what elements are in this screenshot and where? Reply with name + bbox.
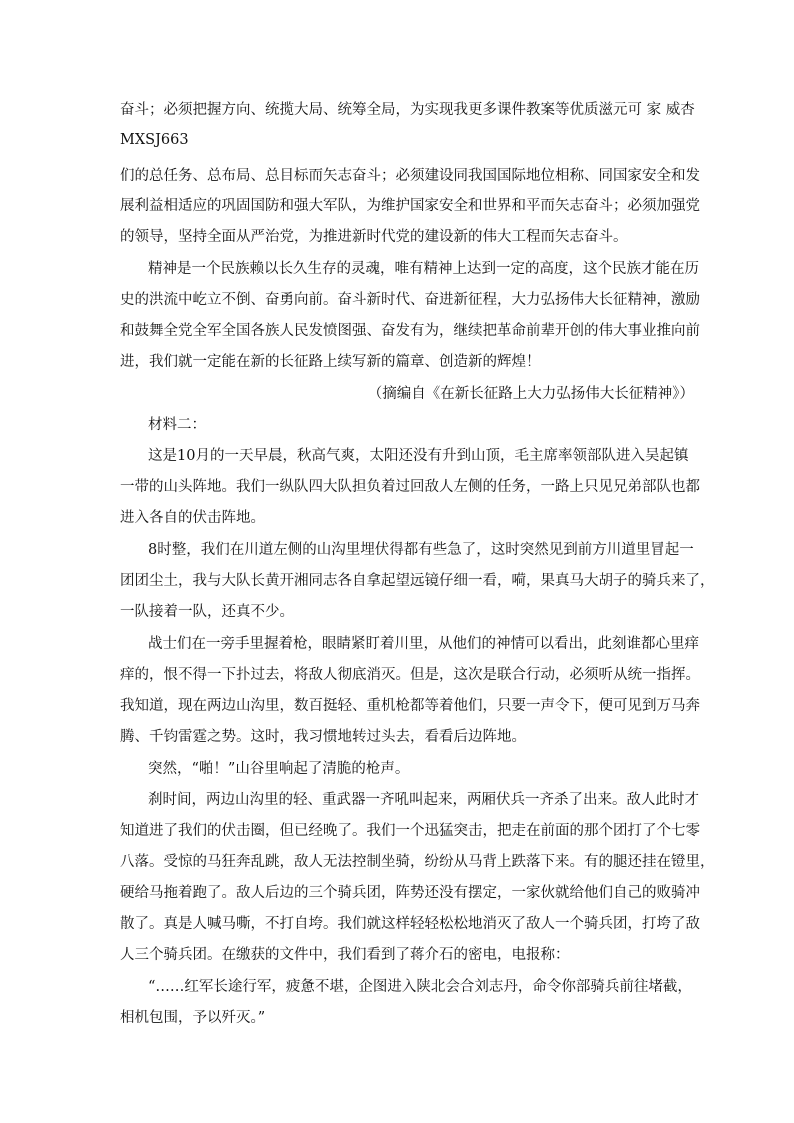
text-line: 们的总任务、总布局、总目标而矢志奋斗；必须建设同我国国际地位相称、同国家安全和发 (120, 168, 700, 184)
text-line: 八落。受惊的马狂奔乱跳，敌人无法控制坐骑，纷纷从马背上跌落下来。有的腿还挂在镫里， (120, 854, 715, 870)
text-line: 散了。真是人喊马嘶，不打自垮。我们就这样轻轻松松地消灭了敌人一个骑兵团，打垮了敌 (120, 916, 700, 932)
text-line: 腾、千钧雷霆之势。这时，我习惯地转过头去，看看后边阵地。 (120, 729, 526, 745)
text-line: 我知道，现在两边山沟里，数百挺轻、重机枪都等着他们，只要一声令下，便可见到万马奔 (120, 698, 700, 714)
source-citation: （摘编自《在新长征路上大力弘扬伟大长征精神》） (367, 386, 694, 402)
text-line: 硬给马拖着跑了。敌人后边的三个骑兵团，阵势还没有摆定，一家伙就给他们自己的败骑冲 (120, 885, 700, 901)
text-line: 痒的，恨不得一下扑过去，将敌人彻底消灭。但是，这次是联合行动，必须听从统一指挥。 (120, 667, 700, 683)
text-line: 战士们在一旁手里握着枪，眼睛紧盯着川里，从他们的神情可以看出，此刻谁都心里痒 (148, 636, 699, 652)
text-line: 一带的山头阵地。我们一纵队四大队担负着过回敌人左侧的任务，一路上只见兄弟部队也都 (120, 479, 700, 495)
quoted-telegram: 相机包围，予以歼灭。” (120, 1010, 266, 1026)
text-line: 和鼓舞全党全军全国各族人民发愤图强、奋发有为，继续把革命前辈开创的伟大事业推向前 (120, 323, 700, 339)
text-line: 的领导，坚持全面从严治党，为推进新时代党的建设新的伟大工程而矢志奋斗。 (120, 229, 628, 245)
text-line: 团团尘土，我与大队长黄开湘同志各自拿起望远镜仔细一看，嗬，果真马大胡子的骑兵来了， (120, 573, 715, 589)
text-line: 知道进了我们的伏击圈，但已经晚了。我们一个迅猛突击，把走在前面的那个团打了个七零 (120, 823, 700, 839)
section-heading: 材料二： (148, 417, 206, 433)
text-line: 精神是一个民族赖以长久生存的灵魂，唯有精神上达到一定的高度，这个民族才能在历 (148, 261, 699, 277)
text-line: 这是10月的一天早晨，秋高气爽，太阳还没有升到山顶，毛主席率领部队进入吴起镇 (148, 448, 689, 464)
text-line: 进入各自的伏击阵地。 (120, 510, 265, 526)
text-line: 史的洪流中屹立不倒、奋勇向前。奋斗新时代、奋进新征程，大力弘扬伟大长征精神，激励 (120, 292, 700, 308)
text-line: 突然，“啪！”山谷里响起了清脆的枪声。 (148, 761, 410, 777)
text-line: 进，我们就一定能在新的长征路上续写新的篇章、创造新的辉煌！ (120, 354, 541, 370)
text-line: 展利益相适应的巩固国防和强大军队，为维护国家安全和世界和平而矢志奋斗；必须加强党 (120, 198, 700, 214)
text-line: 人三个骑兵团。在缴获的文件中，我们看到了蒋介石的密电，电报称： (120, 947, 570, 963)
text-line: 奋斗；必须把握方向、统揽大局、统筹全局，为实现我更多课件教案等优质滋元可 家 威杏 (120, 102, 695, 118)
text-line: 8时整，我们在川道左侧的山沟里埋伏得都有些急了，这时突然见到前方川道里冒起一 (148, 542, 694, 558)
quoted-telegram: “……红军长途行军，疲惫不堪，企图进入陕北会合刘志丹，命令你部骑兵前往堵截， (148, 979, 692, 995)
text-line: 刹时间，两边山沟里的轻、重武器一齐吼叫起来，两厢伏兵一齐杀了出来。敌人此时才 (148, 792, 699, 808)
text-line: MXSJ663 (120, 132, 189, 148)
text-line: 一队接着一队，还真不少。 (120, 604, 294, 620)
